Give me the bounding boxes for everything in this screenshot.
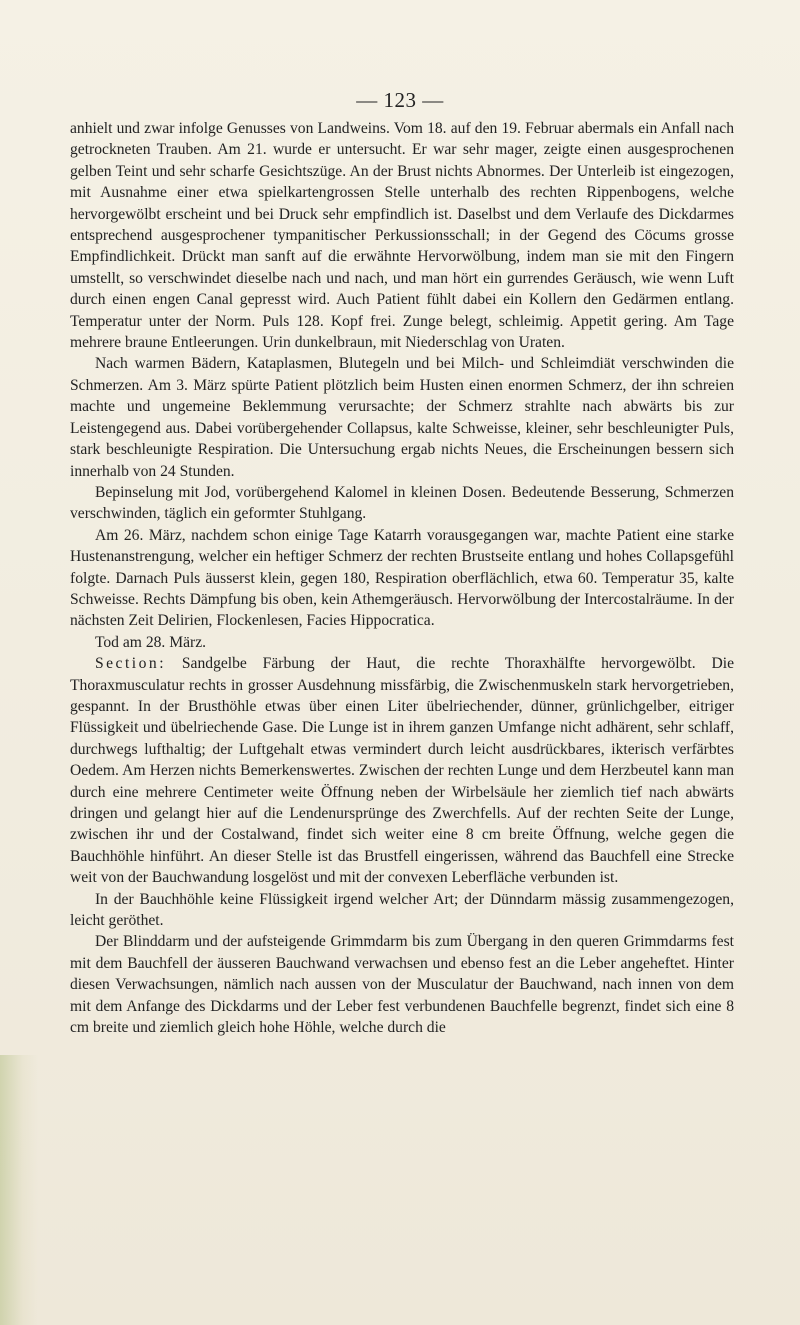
paragraph-3: Bepinselung mit Jod, vorübergehend Kalomel in kleinen Dosen. Bedeutende Besserung, Schmerzen verschwinden, täglich ein geformter Stuhlgang. <box>70 483 734 523</box>
paragraph-1: anhielt und zwar infolge Genusses von Landweins. Vom 18. auf den 19. Februar abermals ein Anfall nach getrockneten Trauben. Am 21. wurde er untersucht. Er war sehr mager, zeigte einen ausgesprochenen gelben Teint und sehr scharfe Gesichtszüge. An der Brust nichts Abnormes. Der Unterleib ist eingezogen, mit Ausnahme einer etwa spielkartengrossen Stelle unterhalb des rechten Rippenbogens, welche hervorgewölbt erscheint und bei Druck sehr empfindlich ist. Daselbst und dem Verlaufe des Dickdarmes entsprechend ausgesprochener tympanitischer Perkussionsschall; in der Gegend des Cöcums grosse Empfindlichkeit. Drückt man sanft auf die erwähnte Hervorwölbung, indem man sie mit den Fingern umstellt, so verschwindet dieselbe nach und nach, und man hört ein gurrendes Geräusch, wie wenn Luft durch einen engen Canal gepresst wird. Auch Patient fühlt dabei ein Kollern den Gedärmen entlang. Temperatur unter der Norm. Puls 128. Kopf frei. Zunge belegt, schleimig. Appetit gering. Am Tage mehrere braune Entleerungen. Urin dunkelbraun, mit Niederschlag von Uraten. <box>70 120 734 352</box>
section-heading: Section: <box>94 655 167 673</box>
paragraph-7: In der Bauchhöhle keine Flüssigkeit irgend welcher Art; der Dünndarm mässig zusammengezogen, leicht geröthet. <box>70 890 734 930</box>
paragraph-5: Tod am 28. März. <box>94 633 207 651</box>
page-edge-shadow <box>0 1055 38 1325</box>
paragraph-6 <box>70 653 734 888</box>
paragraph-4: Am 26. März, nachdem schon einige Tage Katarrh vorausgegangen war, machte Patient eine starke Hustenanstrengung, welcher ein heftiger Schmerz der rechten Brustseite entlang und hohes Collapsgefühl folgte. Darnach Puls äusserst klein, gegen 180, Respiration oberflächlich, etwa 60. Temperatur 35, kalte Schweisse. Rechts Dämpfung bis oben, kein Athemgeräusch. Hervorwölbung der Intercostalräume. In der nächsten Zeit Delirien, Flockenlesen, Facies Hippocratica. <box>70 526 734 630</box>
section-text: Sandgelbe Färbung der Haut, die rechte Thoraxhälfte hervorgewölbt. Die Thoraxmusculatur rechts in grosser Ausdehnung missfärbig, die Zwischenmuskeln stark hervorgetrieben, gespannt. In der Brusthöhle etwas über einen Liter übelriechender, dünner, grünlichgelber, eitriger Flüssigkeit und übelriechende Gase. Die Lunge ist in ihrem ganzen Umfange nicht adhärent, sehr schlaff, durchwegs lufthaltig; der Luftgehalt etwas vermindert durch leicht ausdrückbares, ikterisch verfärbtes Oedem. Am Herzen nichts Bemerkenswertes. Zwischen der rechten Lunge und dem Herzbeutel kann man durch eine mehrere Centimeter weite Öffnung neben der Wirbelsäule her ziemlich tief nach abwärts dringen und gelangt hier auf die Lendenursprünge des Zwerchfells. Auf der rechten Seite der Lunge, zwischen ihr und der Costalwand, findet sich weiter eine 8 cm breite Öffnung, welche gegen die Bauchhöhle hinführt. An dieser Stelle ist das Brustfell eingerissen, während das Bauchfell eine Strecke weit von der Bauchwandung losgelöst und mit der convexen Leberfläche verbunden ist. <box>70 655 734 887</box>
body-text <box>70 118 734 1038</box>
page-number: — 123 — <box>356 88 444 112</box>
paragraph-2: Nach warmen Bädern, Kataplasmen, Blutegeln und bei Milch- und Schleimdiät verschwinden die Schmerzen. Am 3. März spürte Patient plötzlich beim Husten einen enormen Schmerz, der ihn schreien machte und ungemeine Beklemmung verursachte; der Schmerz strahlte nach abwärts bis zur Leistengegend aus. Dabei vorübergehender Collapsus, kalte Schweisse, kleiner, sehr beschleunigter Puls, stark beschleunigte Respiration. Die Untersuchung ergab nichts Neues, die Erscheinungen bessern sich innerhalb von 24 Stunden. <box>70 355 734 480</box>
paragraph-8: Der Blinddarm und der aufsteigende Grimmdarm bis zum Übergang in den queren Grimmdarms fest mit dem Bauchfell der äusseren Bauchwand verwachsen und ebenso fest an die Leber angeheftet. Hinter diesen Verwachsungen, nämlich nach aussen von der Musculatur der Bauchwand, nach innen von dem mit dem Anfange des Dickdarms und der Leber fest verbundenen Bauchfelle begrenzt, findet sich eine 8 cm breite und ziemlich gleich hohe Höhle, welche durch die <box>70 933 734 1037</box>
